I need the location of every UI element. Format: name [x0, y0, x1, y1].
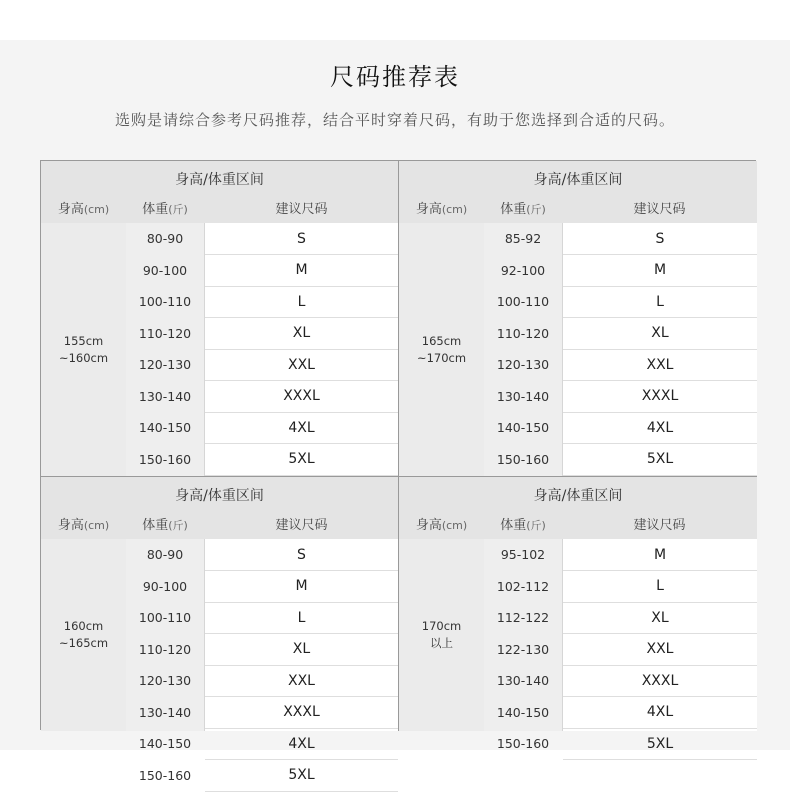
header-weight-label: 体重 [142, 202, 169, 217]
weight-range-cell: 120-130 [138, 673, 192, 688]
header-weight-label: 体重 [500, 202, 527, 217]
size-block [41, 161, 399, 477]
weight-range-cell: 100-110 [138, 610, 192, 625]
weight-range-cell: 110-120 [138, 325, 192, 341]
recommended-size-cell: M [563, 255, 757, 287]
recommended-size-cell: M [563, 539, 757, 571]
size-column [562, 223, 757, 476]
header-weight [126, 514, 204, 533]
recommended-size-cell: 5XL [563, 728, 757, 760]
weight-range-cell: 102-112 [496, 578, 550, 594]
weight-range-cell: 110-120 [138, 641, 192, 657]
page-subtitle: 选购是请综合参考尺码推荐，结合平时穿着尺码，有助于您选择到合适的尺码。 [114, 111, 675, 129]
header-height-unit: (cm) [441, 203, 468, 216]
size-block [399, 161, 757, 477]
weight-range-cell: 80-90 [146, 231, 184, 246]
recommended-size-cell: 4XL [205, 728, 398, 760]
recommended-size-cell: XXL [563, 349, 757, 381]
size-column [204, 223, 398, 476]
height-range-line2: 以上 [430, 636, 453, 650]
recommended-size-cell: 4XL [205, 412, 398, 444]
header-height [41, 198, 126, 217]
recommended-size-cell: M [205, 255, 398, 287]
header-height-label: 身高 [57, 518, 84, 533]
header-weight-unit: (斤) [168, 203, 188, 216]
block-header [399, 477, 757, 540]
header-size: 建议尺码 [633, 518, 686, 533]
height-range [41, 539, 126, 731]
header-height-label: 身高 [415, 202, 442, 217]
weight-range-cell: 85-92 [504, 231, 542, 246]
header-columns [399, 514, 757, 534]
header-weight-unit: (斤) [526, 203, 546, 216]
recommended-size-cell: S [205, 539, 398, 571]
weight-range-cell: 140-150 [138, 420, 192, 435]
recommended-size-cell: XL [563, 602, 757, 634]
height-range-line2: ~160cm [58, 350, 109, 365]
weight-range-cell: 140-150 [496, 704, 550, 720]
weight-range-cell: 120-130 [496, 357, 550, 372]
weight-range-cell: 150-160 [138, 451, 192, 467]
recommended-size-cell: XXXL [563, 665, 757, 697]
size-chart-table [40, 160, 756, 783]
height-range-line1: 170cm [421, 619, 462, 633]
weight-range-cell: 90-100 [142, 262, 188, 278]
header-size: 建议尺码 [275, 202, 328, 217]
recommended-size-cell: XXL [563, 634, 757, 666]
block-body [41, 539, 398, 783]
weight-range-cell: 130-140 [496, 388, 550, 404]
header-range-label: 身高/体重区间 [175, 488, 264, 504]
header-size: 建议尺码 [633, 202, 686, 217]
weight-range-cell: 120-130 [138, 357, 192, 372]
height-range [399, 539, 484, 731]
recommended-size-cell: XXL [205, 349, 398, 381]
header-weight [484, 198, 562, 217]
header-range-label: 身高/体重区间 [533, 172, 623, 188]
header-weight [484, 514, 562, 533]
recommended-size-cell: 5XL [205, 444, 398, 476]
height-range-line2: ~165cm [58, 636, 109, 650]
weight-range-cell: 122-130 [496, 641, 550, 657]
recommended-size-cell: XL [205, 634, 398, 666]
weight-range-cell: 95-102 [500, 547, 546, 562]
recommended-size-cell: 5XL [205, 760, 398, 792]
weight-range-cell: 90-100 [142, 578, 188, 594]
recommended-size-cell: S [563, 223, 757, 255]
weight-column [126, 539, 204, 783]
recommended-size-cell: L [563, 286, 757, 318]
recommended-size-cell: L [205, 286, 398, 318]
header-height [399, 198, 484, 217]
recommended-size-cell: XXXL [205, 381, 398, 413]
header-height-unit: (cm) [83, 203, 110, 216]
header-columns [41, 198, 398, 218]
header-height [399, 514, 484, 533]
header-weight [126, 198, 204, 217]
header-weight-unit: (斤) [526, 519, 546, 532]
weight-range-cell: 80-90 [146, 547, 184, 562]
header-height [41, 514, 126, 533]
recommended-size-cell: XXL [205, 665, 398, 697]
weight-range-cell: 130-140 [138, 388, 192, 404]
recommended-size-cell: L [563, 571, 757, 603]
height-range-line2: ~170cm [416, 350, 467, 365]
weight-column [126, 223, 204, 476]
weight-range-cell: 130-140 [496, 673, 550, 688]
recommended-size-cell: S [205, 223, 398, 255]
header-range-label: 身高/体重区间 [175, 172, 264, 188]
block-header [399, 161, 757, 224]
block-header [41, 161, 398, 224]
weight-range-cell: 130-140 [138, 704, 192, 720]
size-column [562, 539, 757, 752]
weight-range-cell: 150-160 [496, 451, 550, 467]
weight-range-cell: 110-120 [496, 325, 550, 341]
recommended-size-cell: XL [205, 318, 398, 350]
header-weight-unit: (斤) [168, 519, 188, 532]
recommended-size-cell: L [205, 602, 398, 634]
height-range-line1: 160cm [63, 619, 104, 633]
weight-range-cell: 112-122 [496, 610, 550, 625]
header-columns [399, 198, 757, 218]
recommended-size-cell: M [205, 571, 398, 603]
weight-column [484, 539, 562, 751]
header-weight-label: 体重 [500, 518, 527, 533]
weight-range-cell: 150-160 [138, 767, 192, 783]
weight-range-cell: 100-110 [496, 294, 550, 309]
header-height-unit: (cm) [83, 519, 110, 532]
header-size: 建议尺码 [275, 518, 328, 533]
weight-range-cell: 100-110 [138, 294, 192, 309]
recommended-size-cell: XXXL [205, 697, 398, 729]
weight-column [484, 223, 562, 476]
weight-range-cell: 140-150 [138, 736, 192, 751]
weight-range-cell: 150-160 [496, 736, 550, 751]
header-weight-label: 体重 [142, 518, 169, 533]
height-range [399, 223, 484, 476]
recommended-size-cell: 4XL [563, 697, 757, 729]
size-block [41, 477, 399, 783]
size-column [204, 539, 398, 783]
recommended-size-cell: 5XL [563, 444, 757, 476]
page-title: 尺码推荐表 [330, 63, 460, 91]
height-range-line1: 155cm [63, 333, 104, 348]
weight-range-cell: 92-100 [500, 262, 546, 278]
size-block [399, 477, 757, 752]
header-range-label: 身高/体重区间 [533, 488, 623, 504]
header-columns [41, 514, 398, 534]
header-height-label: 身高 [57, 202, 84, 217]
block-body [41, 223, 398, 476]
block-header [41, 477, 398, 540]
block-body [399, 539, 757, 752]
block-body [399, 223, 757, 476]
height-range [41, 223, 126, 476]
height-range-line1: 165cm [421, 333, 462, 348]
recommended-size-cell: XXXL [563, 381, 757, 413]
recommended-size-cell: XL [563, 318, 757, 350]
recommended-size-cell: 4XL [563, 412, 757, 444]
weight-range-cell: 140-150 [496, 420, 550, 435]
header-height-unit: (cm) [441, 519, 468, 532]
header-height-label: 身高 [415, 518, 442, 533]
